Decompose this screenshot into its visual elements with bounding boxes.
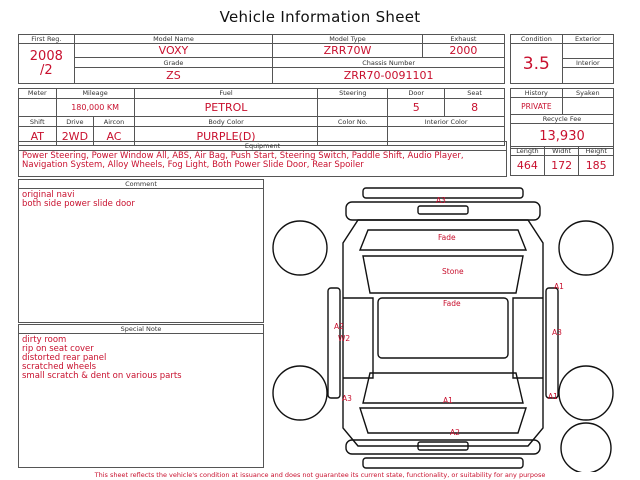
height-value: 185	[579, 156, 614, 176]
comment-text	[19, 189, 263, 211]
condition-table	[510, 34, 614, 84]
grade-label: Grade	[74, 58, 273, 67]
damage-mark-left-side-w: W2	[338, 334, 351, 343]
mileage-label: Mileage	[56, 89, 134, 99]
equipment-label: Equipment	[19, 142, 506, 151]
damage-mark-windshield: Stone	[442, 267, 464, 276]
history-value: PRIVATE	[511, 98, 563, 115]
damage-mark-roof: Fade	[443, 299, 461, 308]
length-value: 464	[511, 156, 545, 176]
meter-label: Meter	[19, 89, 57, 99]
chassis-value: ZRR70-0091101	[273, 67, 505, 83]
left-front-wheel-shape	[273, 221, 327, 275]
body-color-label: Body Color	[134, 117, 318, 127]
shift-label: Shift	[19, 117, 57, 127]
history-table	[510, 88, 614, 149]
right-side-door-shape	[546, 288, 558, 398]
comment-label: Comment	[19, 180, 263, 189]
width-value: 172	[544, 156, 579, 176]
aircon-value: AC	[94, 127, 134, 146]
damage-mark-rear-center: A1	[443, 396, 453, 405]
special-note-text	[19, 334, 263, 383]
equipment-box	[18, 141, 507, 177]
model-name-value: VOXY	[74, 44, 273, 58]
damage-mark-left-rear: A3	[342, 394, 352, 403]
license-plate-front-shape	[418, 206, 468, 214]
vehicle-spec-table	[18, 88, 505, 146]
right-side-panel-shape	[513, 298, 543, 378]
spare-wheel-shape	[561, 423, 611, 472]
drive-value: 2WD	[56, 127, 94, 146]
interior-value	[562, 68, 613, 84]
exterior-label: Exterior	[562, 35, 613, 44]
vehicle-basic-table	[18, 34, 505, 84]
damage-mark-right-side: A3	[552, 328, 562, 337]
page-title: Vehicle Information Sheet	[219, 8, 421, 26]
model-name-label: Model Name	[74, 35, 273, 44]
tailgate-shape	[360, 408, 526, 433]
damage-mark-right-front-fender: A1	[554, 282, 564, 291]
steering-value	[318, 98, 388, 117]
damage-mark-hood: Fade	[438, 233, 456, 242]
seat-label: Seat	[445, 89, 505, 99]
damage-mark-rear-bumper: A2	[450, 428, 460, 437]
length-label: Length	[511, 147, 545, 156]
model-type-value: ZRR70W	[273, 44, 423, 58]
special-note-line: rip on seat cover	[22, 344, 94, 354]
condition-value: 3.5	[511, 44, 563, 84]
chassis-label: Chassis Number	[273, 58, 505, 67]
exterior-value	[562, 44, 613, 59]
comment-box	[18, 179, 264, 323]
seat-value: 8	[445, 98, 505, 117]
shift-value: AT	[19, 127, 57, 146]
rear-bumper-lower-shape	[363, 458, 523, 468]
special-note-line: scratched wheels	[22, 362, 97, 372]
car-damage-diagram	[268, 178, 618, 472]
drive-label: Drive	[56, 117, 94, 127]
body-color-value: PURPLE(D)	[134, 127, 318, 146]
history-label: History	[511, 89, 563, 98]
first-reg-year: 2008	[29, 48, 63, 64]
mileage-value: 180,000 KM	[56, 98, 134, 117]
door-value: 5	[388, 98, 445, 117]
condition-label: Condition	[511, 35, 563, 44]
special-note-box	[18, 324, 264, 468]
model-type-label: Model Type	[273, 35, 423, 44]
dimensions-table	[510, 146, 614, 176]
left-rear-wheel-shape	[273, 366, 327, 420]
color-no-label: Color No.	[318, 117, 388, 127]
fuel-label: Fuel	[134, 89, 318, 99]
left-side-door-shape	[328, 288, 340, 398]
steering-label: Steering	[318, 89, 388, 99]
disclaimer-footer: This sheet reflects the vehicle's condition at issuance and does not guarantee its current state, functionality, or suitability for any purpose	[94, 471, 546, 479]
meter-value	[19, 98, 57, 117]
special-note-line: distorted rear panel	[22, 353, 107, 363]
first-reg-label: First Reg.	[19, 35, 75, 44]
interior-label: Interior	[562, 59, 613, 68]
aircon-label: Aircon	[94, 117, 134, 127]
interior-color-label: Interior Color	[388, 117, 505, 127]
right-front-wheel-shape	[559, 221, 613, 275]
first-reg-value	[19, 44, 75, 84]
syaken-label: Syaken	[562, 89, 613, 98]
damage-mark-front-bumper: A3	[436, 196, 446, 205]
recycle-fee-value: 13,930	[511, 124, 614, 149]
special-note-line: dirty room	[22, 335, 67, 345]
exhaust-value: 2000	[422, 44, 504, 58]
width-label: Widht	[544, 147, 579, 156]
special-note-label: Special Note	[19, 325, 263, 334]
grade-value: ZS	[74, 67, 273, 83]
first-reg-month: /2	[40, 62, 53, 78]
equipment-text: Power Steering, Power Window All, ABS, Air Bag, Push Start, Steering Switch, Paddle Shift, Audio Player, Navigation System, Alloy Wheels, Fog Light, Both Power Slide Door, Rear Spoiler	[22, 151, 464, 170]
door-label: Door	[388, 89, 445, 99]
damage-mark-left-side-a: A2	[334, 322, 344, 331]
fuel-value: PETROL	[134, 98, 318, 117]
syaken-value	[562, 98, 613, 115]
damage-mark-right-rear: A1	[548, 392, 558, 401]
right-rear-wheel-shape	[559, 366, 613, 420]
height-label: Height	[579, 147, 614, 156]
recycle-fee-label: Recycle Fee	[511, 115, 614, 124]
special-note-line: small scratch & dent on various parts	[22, 371, 182, 381]
comment-line: both side power slide door	[22, 199, 135, 209]
exhaust-label: Exhaust	[422, 35, 504, 44]
comment-line: original navi	[22, 190, 75, 200]
